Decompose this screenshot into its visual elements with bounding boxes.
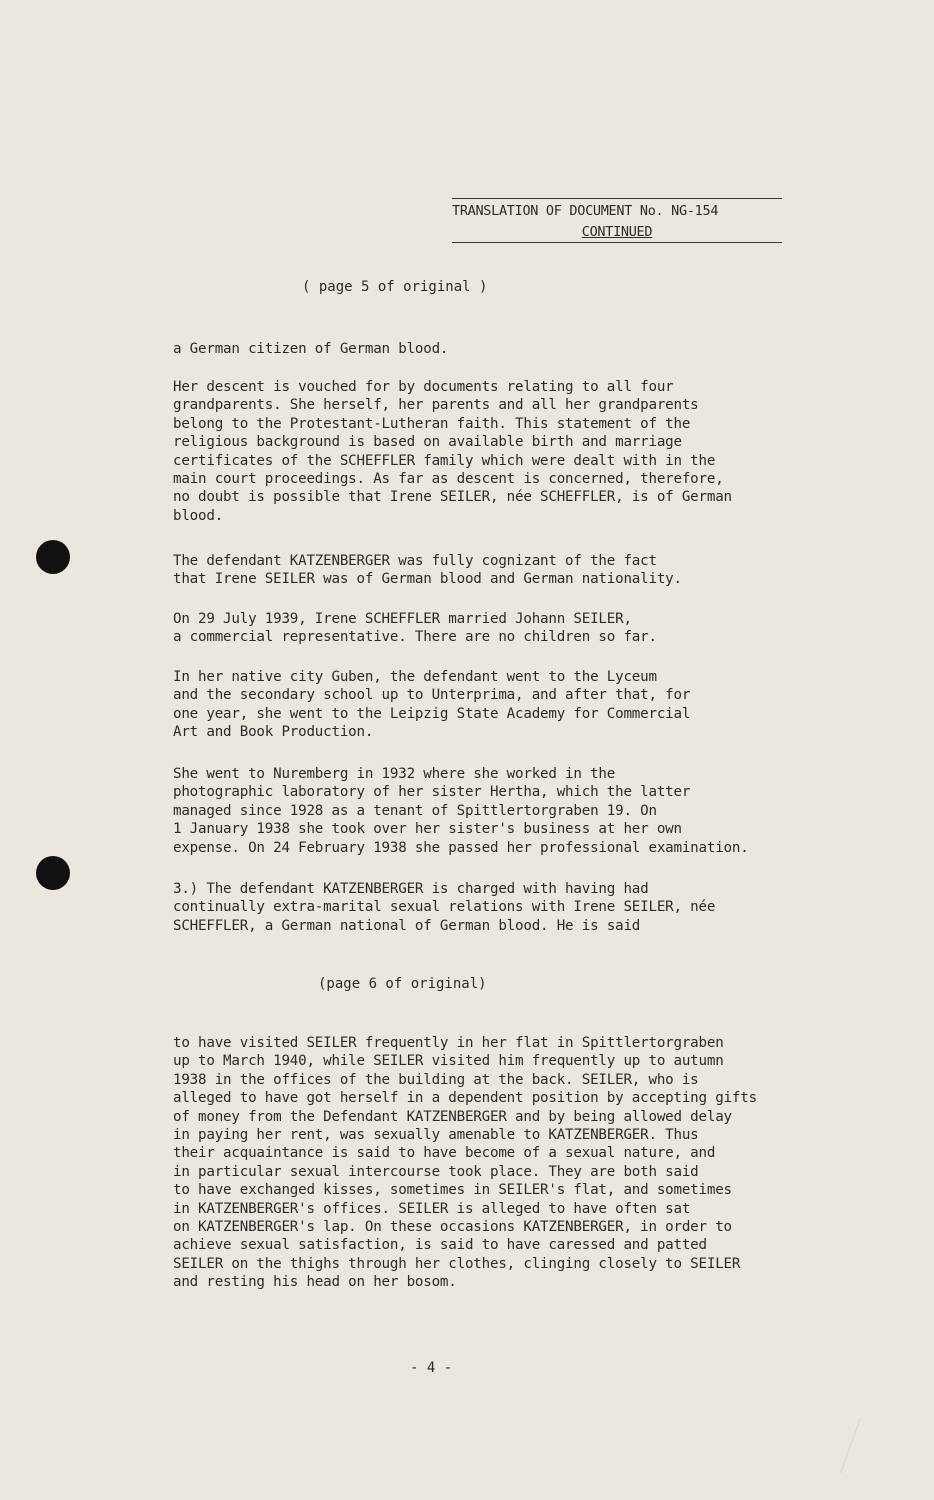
header-title: TRANSLATION OF DOCUMENT No. NG-154 xyxy=(452,203,719,219)
header-rule-top xyxy=(452,198,782,199)
paragraph-2: Her descent is vouched for by documents relating to all four grandparents. She herself, her parents and all her grandparents belong to the Protestant-Lutheran faith. This statement of the religious background is based on available birth and marriage certificates of the SCHEFFLER family which were dealt with in the main court proceedings. As far as descent is concerned, therefore, no doubt is possible that Irene SEILER, née SCHEFFLER, is of German blood. xyxy=(173,379,732,524)
paragraph-4: On 29 July 1939, Irene SCHEFFLER married Johann SEILER, a commercial representative. There are no children so far. xyxy=(173,611,657,646)
paragraph-1: a German citizen of German blood. xyxy=(173,341,449,357)
paragraph-3: The defendant KATZENBERGER was fully cognizant of the fact that Irene SEILER was of German blood and German nationality. xyxy=(173,553,682,588)
header-continued: CONTINUED xyxy=(581,224,653,240)
pencil-mark xyxy=(840,1418,906,1473)
paragraph-8: to have visited SEILER frequently in her flat in Spittlertorgraben up to March 1940, while SEILER visited him frequently up to autumn 1938 in the offices of the building at the back. SEILER, who is alleged to have got herself in a dependent position by accepting gifts of money from the Defendant KATZENBERGER and by being allowed delay in paying her rent, was sexually amenable to KATZENBERGER. Thus their acquaintance is said to have become of a sexual nature, and in particular sexual intercourse took place. They are both said to have exchanged kisses, sometimes in SEILER's flat, and sometimes in KATZENBERGER's offices. SEILER is alleged to have often sat on KATZENBERGER's lap. On these occasions KATZENBERGER, in order to achieve sexual satisfaction, is said to have caressed and patted SEILER on the thighs through her clothes, clinging closely to SEILER and resting his head on her bosom. xyxy=(173,1035,757,1291)
paragraph-7: 3.) The defendant KATZENBERGER is charged with having had continually extra-marital sexual relations with Irene SEILER, née SCHEFFLER, a German national of German blood. He is said xyxy=(173,881,716,934)
paragraph-6: She went to Nuremberg in 1932 where she worked in the photographic laboratory of her sister Hertha, which the latter managed since 1928 as a tenant of Spittlertorgraben 19. On 1 January 1938 she took over her sister's business at her own expense. On 24 February 1938 she passed her professional examination. xyxy=(173,766,749,856)
punch-hole xyxy=(36,856,70,890)
punch-hole xyxy=(36,540,70,574)
document-header xyxy=(452,198,782,243)
page-6-marker: (page 6 of original) xyxy=(318,976,487,992)
page-5-marker: ( page 5 of original ) xyxy=(302,279,488,295)
header-rule-bottom xyxy=(452,242,782,243)
paragraph-5: In her native city Guben, the defendant went to the Lyceum and the secondary school up to Unterprima, and after that, for one year, she went to the Leipzig State Academy for Commercial Art and Book Production. xyxy=(173,669,691,741)
page-number: - 4 - xyxy=(410,1360,453,1376)
